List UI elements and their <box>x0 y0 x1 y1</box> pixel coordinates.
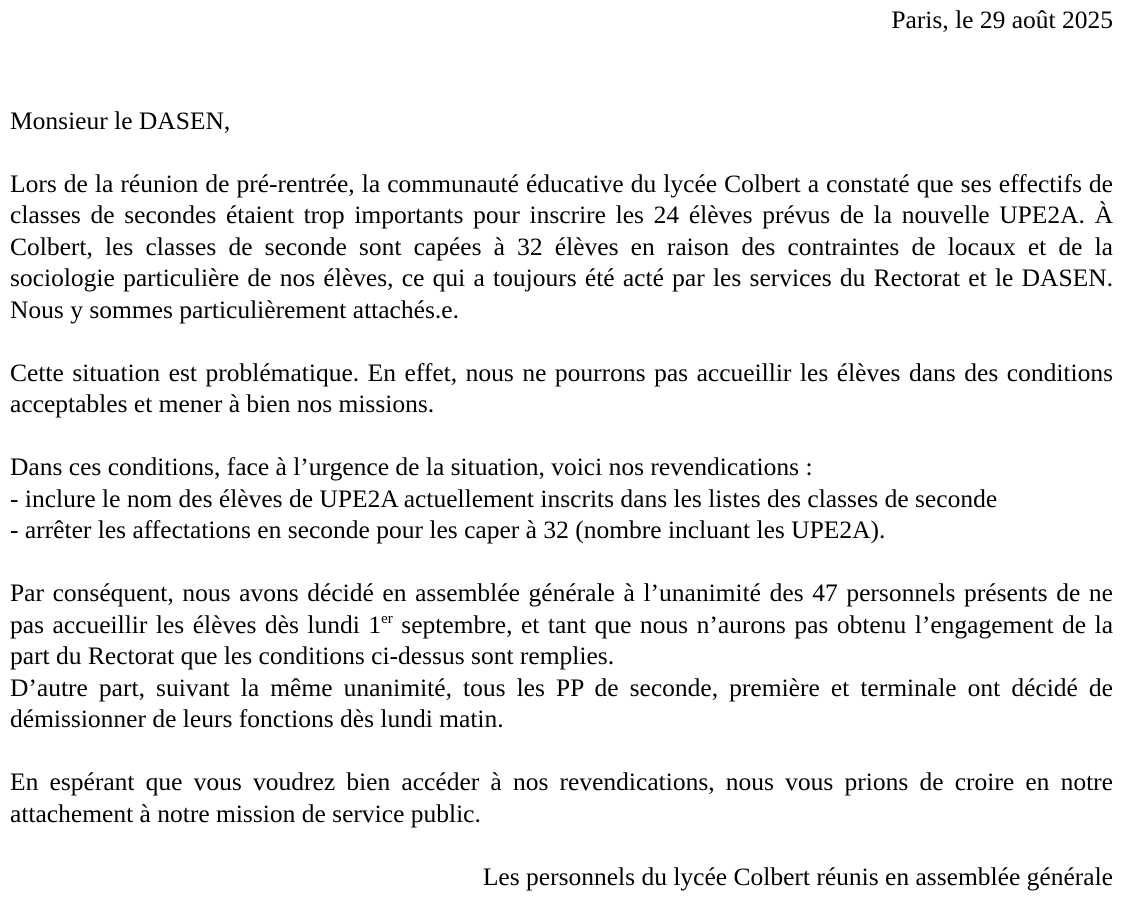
ordinal-superscript: er <box>381 610 393 627</box>
demand-item: - inclure le nom des élèves de UPE2A actuellement inscrits dans les listes des classes de seconde <box>10 483 998 513</box>
decision-text-end: septembre, et tant que nous n’aurons pas obtenu l’engagement de la part du Rectorat que les conditions ci-dessus sont remplies. <box>10 609 1114 670</box>
salutation: Monsieur le DASEN, <box>10 105 231 135</box>
paragraph-decision <box>10 577 1113 672</box>
paragraph-context: Lors de la réunion de pré-rentrée, la communauté éducative du lycée Colbert a constaté que ses effectifs de classes de secondes étaient trop importants pour inscrire les 24 élèves prévus de la nouvelle UPE2A. À Colbert, les classes de seconde sont capées à 32 élèves en raison des contraintes de locaux et de la sociologie particulière de nos élèves, ce qui a toujours été acté par les services du Rectorat et le DASEN. Nous y sommes particulièrement attachés.e. <box>10 168 1113 324</box>
paragraph-resignation: D’autre part, suivant la même unanimité, tous les PP de seconde, première et terminale ont décidé de démissionner de leurs fonctions dès lundi matin. <box>10 672 1113 733</box>
signature: Les personnels du lycée Colbert réunis en assemblée générale <box>482 861 1113 891</box>
decision-text-start: Par conséquent, nous avons décidé en assemblée générale à l’unanimité des 47 personnels présents de ne pas accueillir les élèves dès lundi 1 <box>10 578 1113 639</box>
letter <box>10 4 1113 892</box>
demands-intro: Dans ces conditions, face à l’urgence de la situation, voici nos revendications : <box>10 452 813 481</box>
letter-date: Paris, le 29 août 2025 <box>891 5 1113 34</box>
demands-block <box>10 451 1113 546</box>
paragraph-closing: En espérant que vous voudrez bien accéder à nos revendications, nous vous prions de croire en notre attachement à notre mission de service public. <box>10 767 1113 828</box>
paragraph-problem: Cette situation est problématique. En effet, nous ne pourrons pas accueillir les élèves dans des conditions acceptables et mener à bien nos missions. <box>10 357 1113 418</box>
demand-item: - arrêter les affectations en seconde pour les caper à 32 (nombre incluant les UPE2A). <box>10 515 886 544</box>
